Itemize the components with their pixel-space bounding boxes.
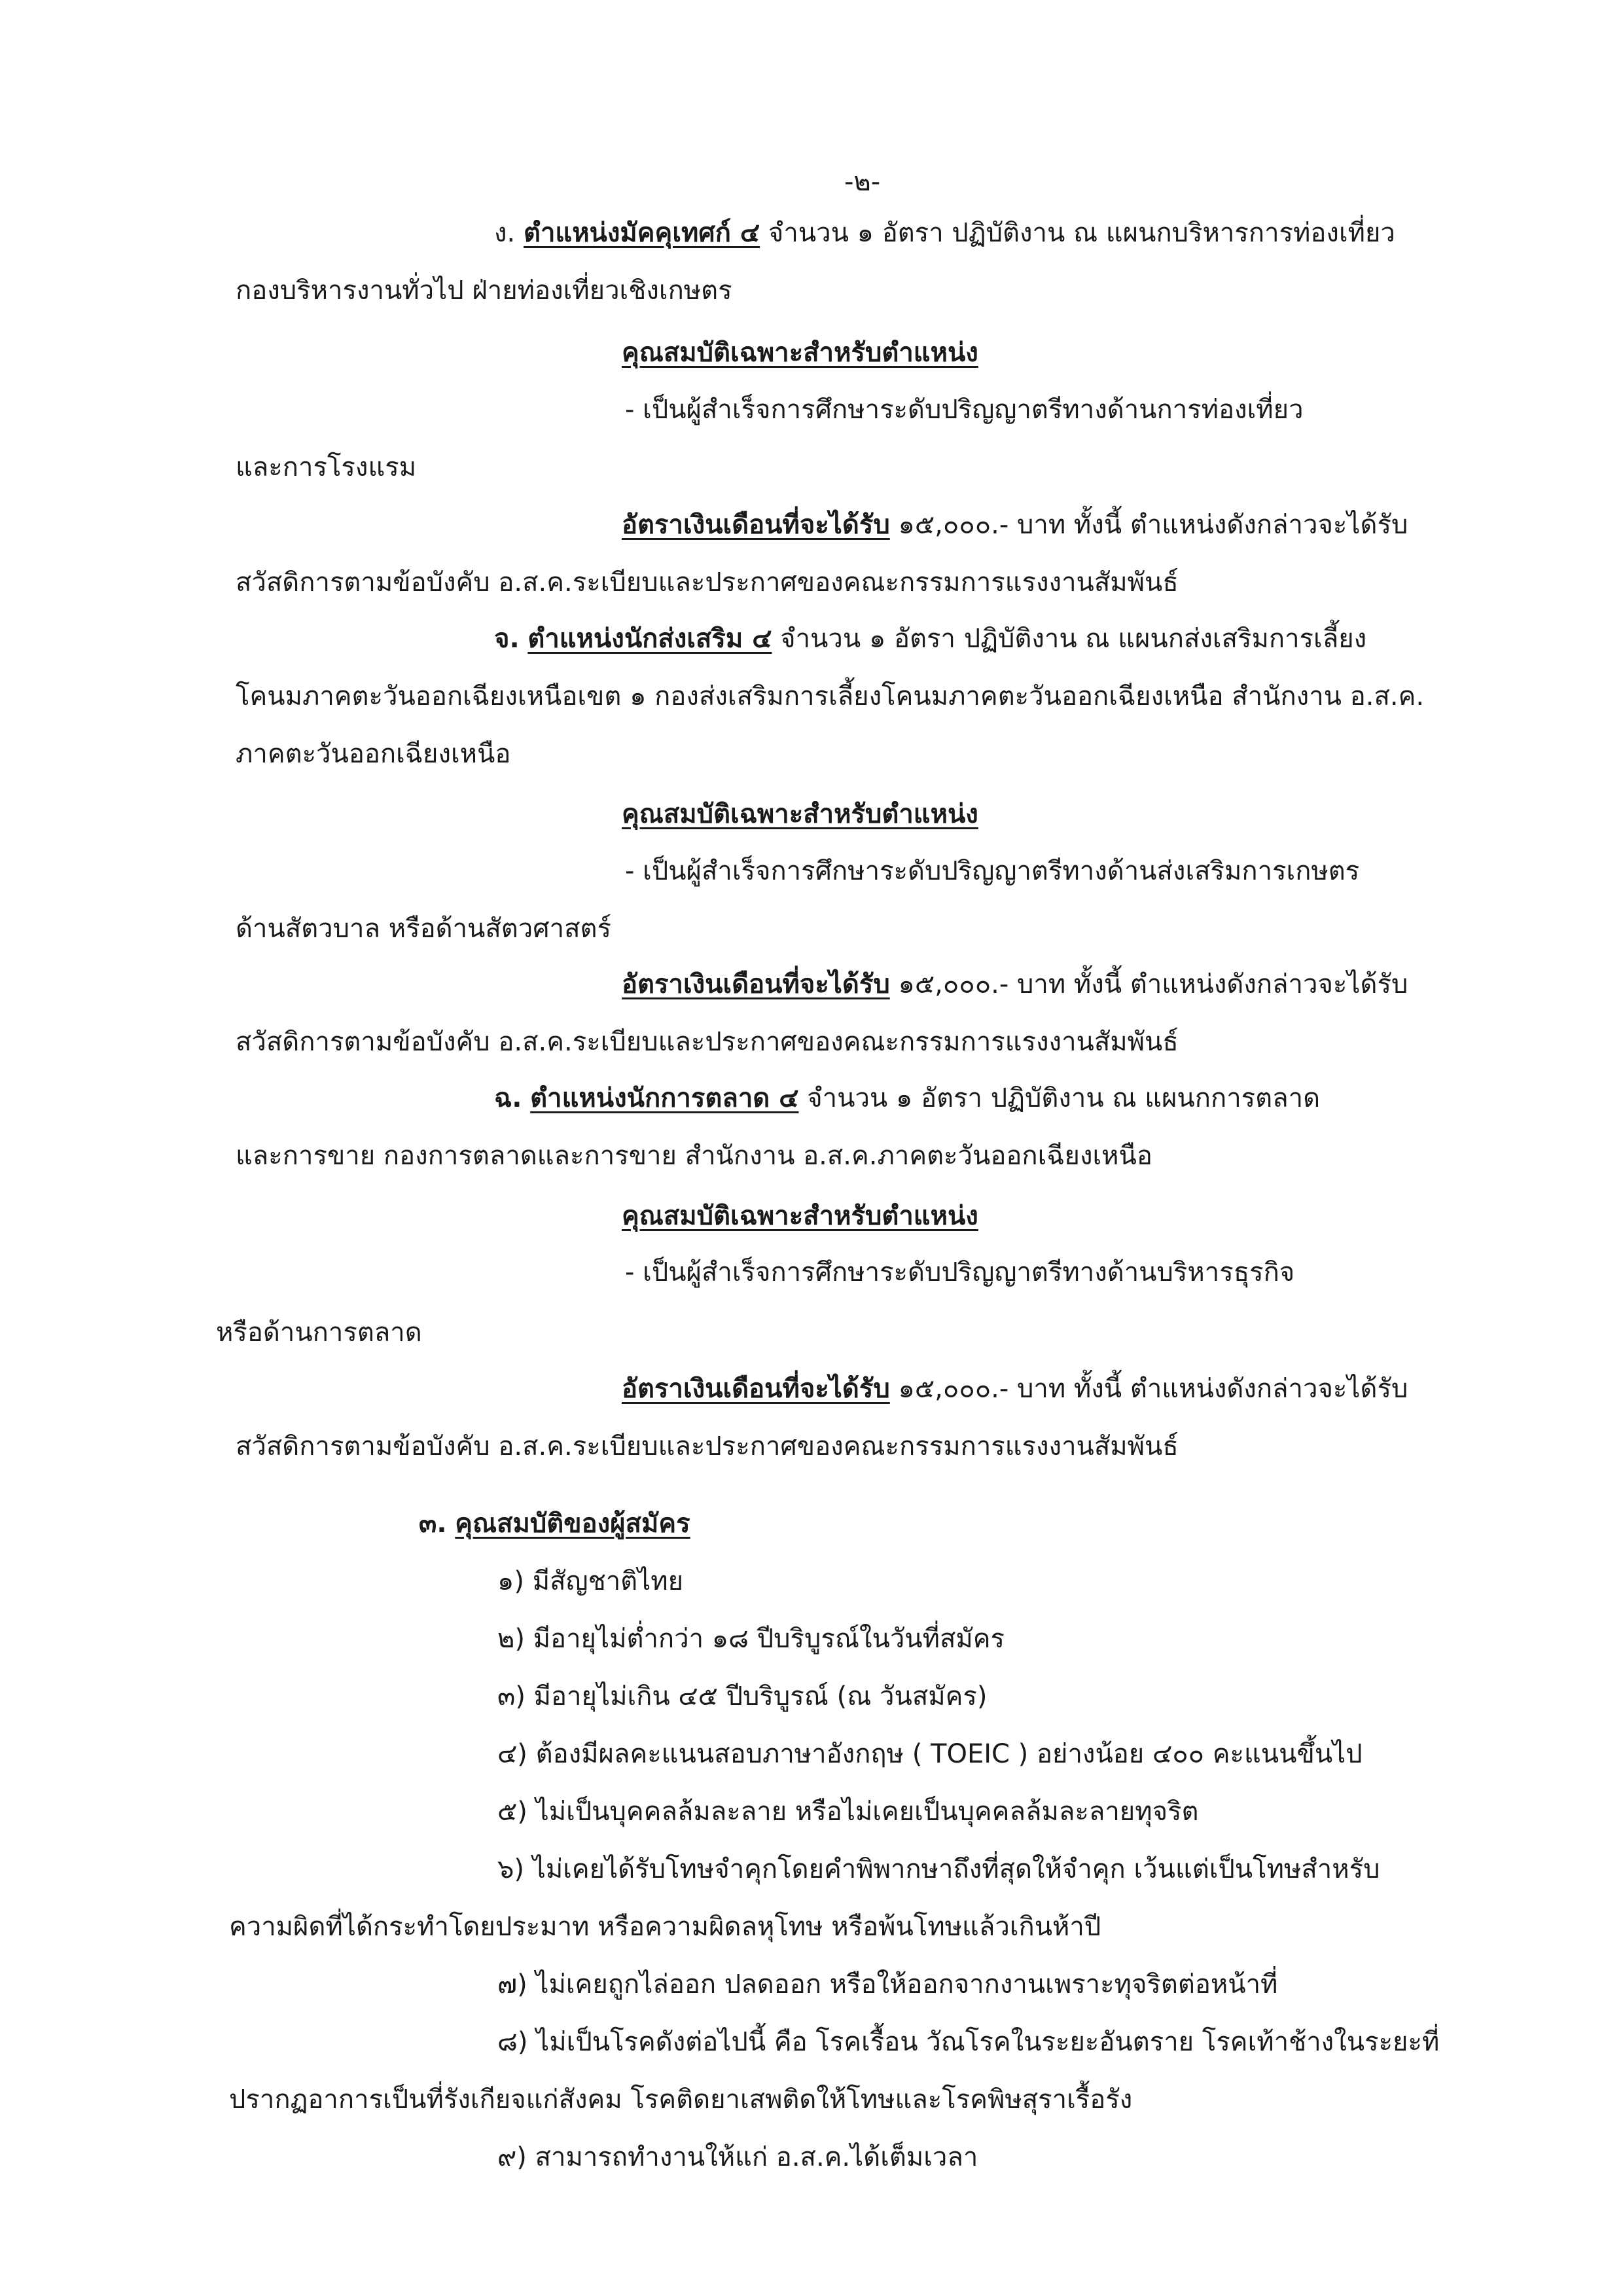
section-d-title: ตำแหน่งมัคคุเทศก์ ๔	[523, 218, 760, 248]
page-number: -๒-	[844, 167, 881, 197]
section-f-title: ตำแหน่งนักการตลาด ๔	[530, 1083, 799, 1113]
section-f-line1-rest: จำนวน ๑ อัตรา ปฏิบัติงาน ณ แผนกการตลาด	[798, 1083, 1321, 1113]
section-d-salary-line2: สวัสดิการตามข้อบังคับ อ.ส.ค.ระเบียบและประกาศของคณะกรรมการแรงงานสัมพันธ์	[236, 567, 1179, 598]
qualification-item: ๙) สามารถทำงานให้แก่ อ.ส.ค.ได้เต็มเวลา	[497, 2142, 978, 2172]
section-e-salary-line	[622, 967, 1408, 1001]
section-f-salary-line2: สวัสดิการตามข้อบังคับ อ.ส.ค.ระเบียบและประกาศของคณะกรรมการแรงงานสัมพันธ์	[236, 1431, 1179, 1462]
section-d-line2: กองบริหารงานทั่วไป ฝ่ายท่องเที่ยวเชิงเกษตร	[236, 276, 732, 306]
section-e-qual-line2: ด้านสัตวบาล หรือด้านสัตวศาสตร์	[236, 914, 611, 944]
section-d-salary-label: อัตราเงินเดือนที่จะได้รับ	[622, 510, 890, 540]
section-e-salary-label: อัตราเงินเดือนที่จะได้รับ	[622, 969, 890, 999]
section-f-heading-line	[494, 1081, 1320, 1115]
section-e-line3: ภาคตะวันออกเฉียงเหนือ	[236, 739, 511, 769]
section-e-qual-line1: - เป็นผู้สำเร็จการศึกษาระดับปริญญาตรีทางด้านส่งเสริมการเกษตร	[625, 856, 1360, 886]
qualification-item: ๘) ไม่เป็นโรคดังต่อไปนี้ คือ โรคเรื้อน วัณโรคในระยะอันตราย โรคเท้าช้างในระยะที่	[497, 2027, 1440, 2057]
section-e-qual-heading: คุณสมบัติเฉพาะสำหรับตำแหน่ง	[622, 799, 978, 829]
section-f-marker: ฉ.	[494, 1083, 522, 1113]
section3-heading-line	[419, 1507, 690, 1541]
qualification-item: ๓) มีอายุไม่เกิน ๔๕ ปีบริบูรณ์ (ณ วันสมัคร)	[497, 1681, 988, 1712]
qualification-item: ๔) ต้องมีผลคะแนนสอบภาษาอังกฤษ ( TOEIC ) อย่างน้อย ๔๐๐ คะแนนขึ้นไป	[497, 1739, 1363, 1769]
section-f-line2: และการขาย กองการตลาดและการขาย สำนักงาน อ.ส.ค.ภาคตะวันออกเฉียงเหนือ	[236, 1141, 1152, 1171]
section-f-salary-label: อัตราเงินเดือนที่จะได้รับ	[622, 1374, 890, 1404]
qualification-item: ๗) ไม่เคยถูกไล่ออก ปลดออก หรือให้ออกจากงานเพราะทุจริตต่อหน้าที่	[497, 1969, 1278, 2000]
section3-number: ๓.	[419, 1509, 447, 1539]
qualification-item: ๒) มีอายุไม่ต่ำกว่า ๑๘ ปีบริบูรณ์ในวันที่สมัคร	[497, 1624, 1005, 1654]
qualification-item: ๑) มีสัญชาติไทย	[497, 1566, 684, 1596]
qualification-item: ๕) ไม่เป็นบุคคลล้มละลาย หรือไม่เคยเป็นบุคคลล้มละลายทุจริต	[497, 1797, 1199, 1827]
qualification-item-continuation: ความผิดที่ได้กระทำโดยประมาท หรือความผิดลหุโทษ หรือพ้นโทษแล้วเกินห้าปี	[229, 1912, 1101, 1942]
qualification-item: ๖) ไม่เคยได้รับโทษจำคุกโดยคำพิพากษาถึงที่สุดให้จำคุก เว้นแต่เป็นโทษสำหรับ	[497, 1854, 1380, 1884]
section-d-salary-line	[622, 508, 1408, 542]
section-e-heading-line	[494, 622, 1366, 656]
section-d-line1-rest: จำนวน ๑ อัตรา ปฏิบัติงาน ณ แผนกบริหารการท่องเที่ยว	[760, 218, 1395, 248]
section-d-salary-rest: ๑๕,๐๐๐.- บาท ทั้งนี้ ตำแหน่งดังกล่าวจะได้รับ	[889, 510, 1408, 540]
section-e-salary-line2: สวัสดิการตามข้อบังคับ อ.ส.ค.ระเบียบและประกาศของคณะกรรมการแรงงานสัมพันธ์	[236, 1027, 1179, 1057]
section-f-salary-line	[622, 1372, 1408, 1406]
section-e-salary-rest: ๑๕,๐๐๐.- บาท ทั้งนี้ ตำแหน่งดังกล่าวจะได้รับ	[889, 969, 1408, 999]
section-f-salary-rest: ๑๕,๐๐๐.- บาท ทั้งนี้ ตำแหน่งดังกล่าวจะได้รับ	[889, 1374, 1408, 1404]
section-d-qual-line2: และการโรงแรม	[236, 452, 417, 482]
section-f-qual-line1: - เป็นผู้สำเร็จการศึกษาระดับปริญญาตรีทางด้านบริหารธุรกิจ	[625, 1257, 1295, 1287]
qualification-item-continuation: ปรากฏอาการเป็นที่รังเกียจแก่สังคม โรคติดยาเสพติดให้โทษและโรคพิษสุราเรื้อรัง	[229, 2085, 1133, 2115]
section-e-marker: จ.	[494, 624, 520, 654]
section-f-qual-heading: คุณสมบัติเฉพาะสำหรับตำแหน่ง	[622, 1201, 978, 1231]
section-d-qual-line1: - เป็นผู้สำเร็จการศึกษาระดับปริญญาตรีทางด้านการท่องเที่ยว	[625, 395, 1304, 425]
section-f-qual-line2: หรือด้านการตลาด	[216, 1318, 422, 1348]
section-e-line2: โคนมภาคตะวันออกเฉียงเหนือเขต ๑ กองส่งเสริมการเลี้ยงโคนมภาคตะวันออกเฉียงเหนือ สำนักงาน อ.ส.ค.	[236, 681, 1425, 711]
section-e-line1-rest: จำนวน ๑ อัตรา ปฏิบัติงาน ณ แผนกส่งเสริมการเลี้ยง	[772, 624, 1367, 654]
section-e-title: ตำแหน่งนักส่งเสริม ๔	[527, 624, 772, 654]
section-d-marker: ง.	[494, 218, 516, 248]
section-d-qual-heading: คุณสมบัติเฉพาะสำหรับตำแหน่ง	[622, 338, 978, 368]
section-d-heading-line	[494, 216, 1395, 250]
section3-heading: คุณสมบัติของผู้สมัคร	[455, 1509, 690, 1539]
